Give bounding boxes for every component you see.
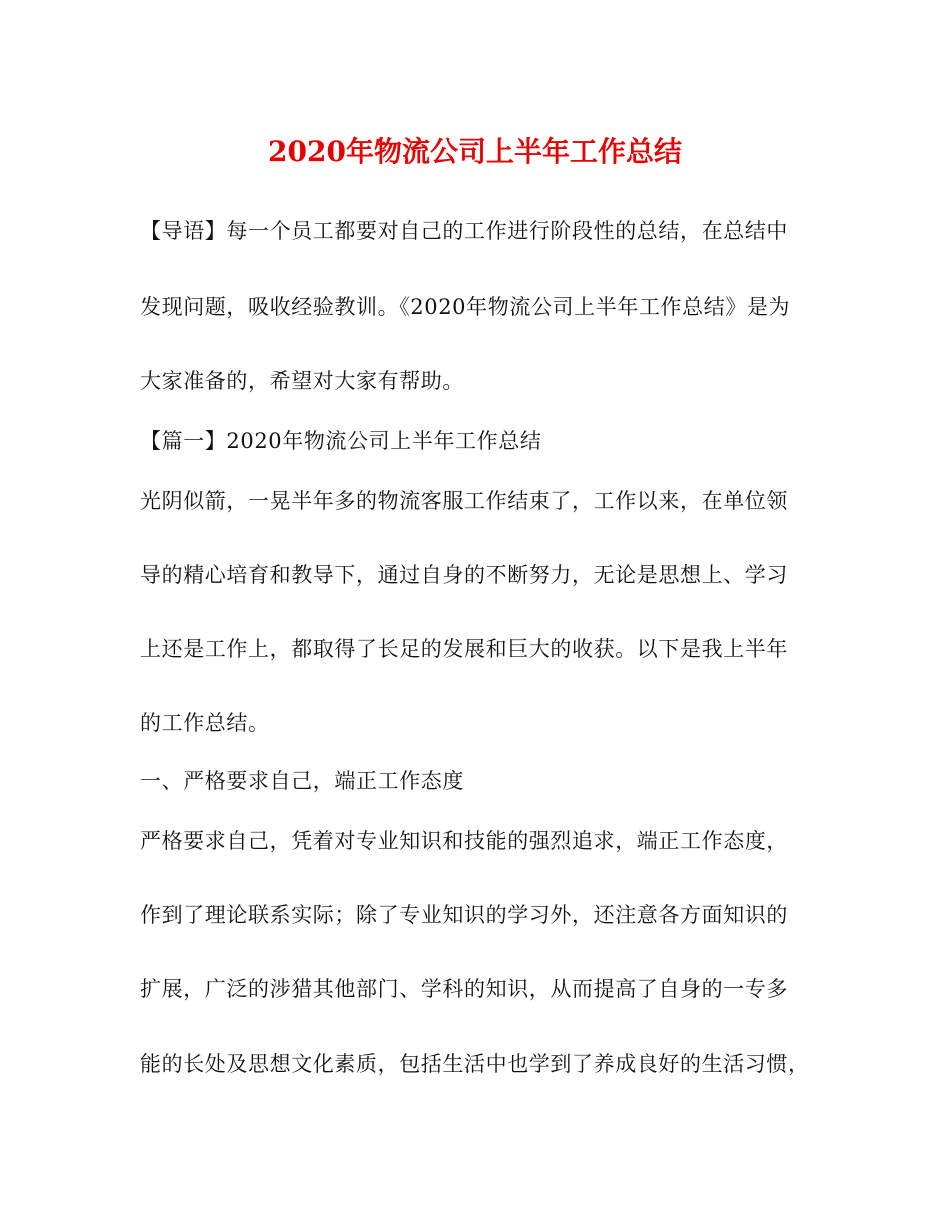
paragraph-1-line-1: 光阴似箭，一晃半年多的物流客服工作结束了，工作以来，在单位领 xyxy=(140,489,788,513)
intro-line-2: 发现问题，吸收经验教训。《2020年物流公司上半年工作总结》是为 xyxy=(140,295,791,319)
paragraph-1-line-3: 上还是工作上，都取得了长足的发展和巨大的收获。以下是我上半年 xyxy=(140,637,788,661)
paragraph-1-line-2: 导的精心培育和教导下，通过自身的不断努力，无论是思想上、学习 xyxy=(140,563,788,587)
intro-line-1: 【导语】每一个员工都要对自己的工作进行阶段性的总结，在总结中 xyxy=(140,219,788,243)
document-title: 2020年物流公司上半年工作总结 xyxy=(268,135,682,168)
intro-line-3: 大家准备的，希望对大家有帮助。 xyxy=(140,369,464,393)
paragraph-2-line-4: 能的长处及思想文化素质，包括生活中也学到了养成良好的生活习惯， xyxy=(140,1052,810,1076)
subheading-1: 一、严格要求自己，端正工作态度 xyxy=(140,769,464,793)
paragraph-2-line-2: 作到了理论联系实际；除了专业知识的学习外，还注意各方面知识的 xyxy=(140,903,788,927)
paragraph-2-line-1: 严格要求自己，凭着对专业知识和技能的强烈追求，端正工作态度， xyxy=(140,829,788,853)
paragraph-1-line-4: 的工作总结。 xyxy=(140,711,270,735)
paragraph-2-line-3: 扩展，广泛的涉猎其他部门、学科的知识，从而提高了自身的一专多 xyxy=(140,977,788,1001)
section-heading: 【篇一】2020年物流公司上半年工作总结 xyxy=(140,429,542,453)
